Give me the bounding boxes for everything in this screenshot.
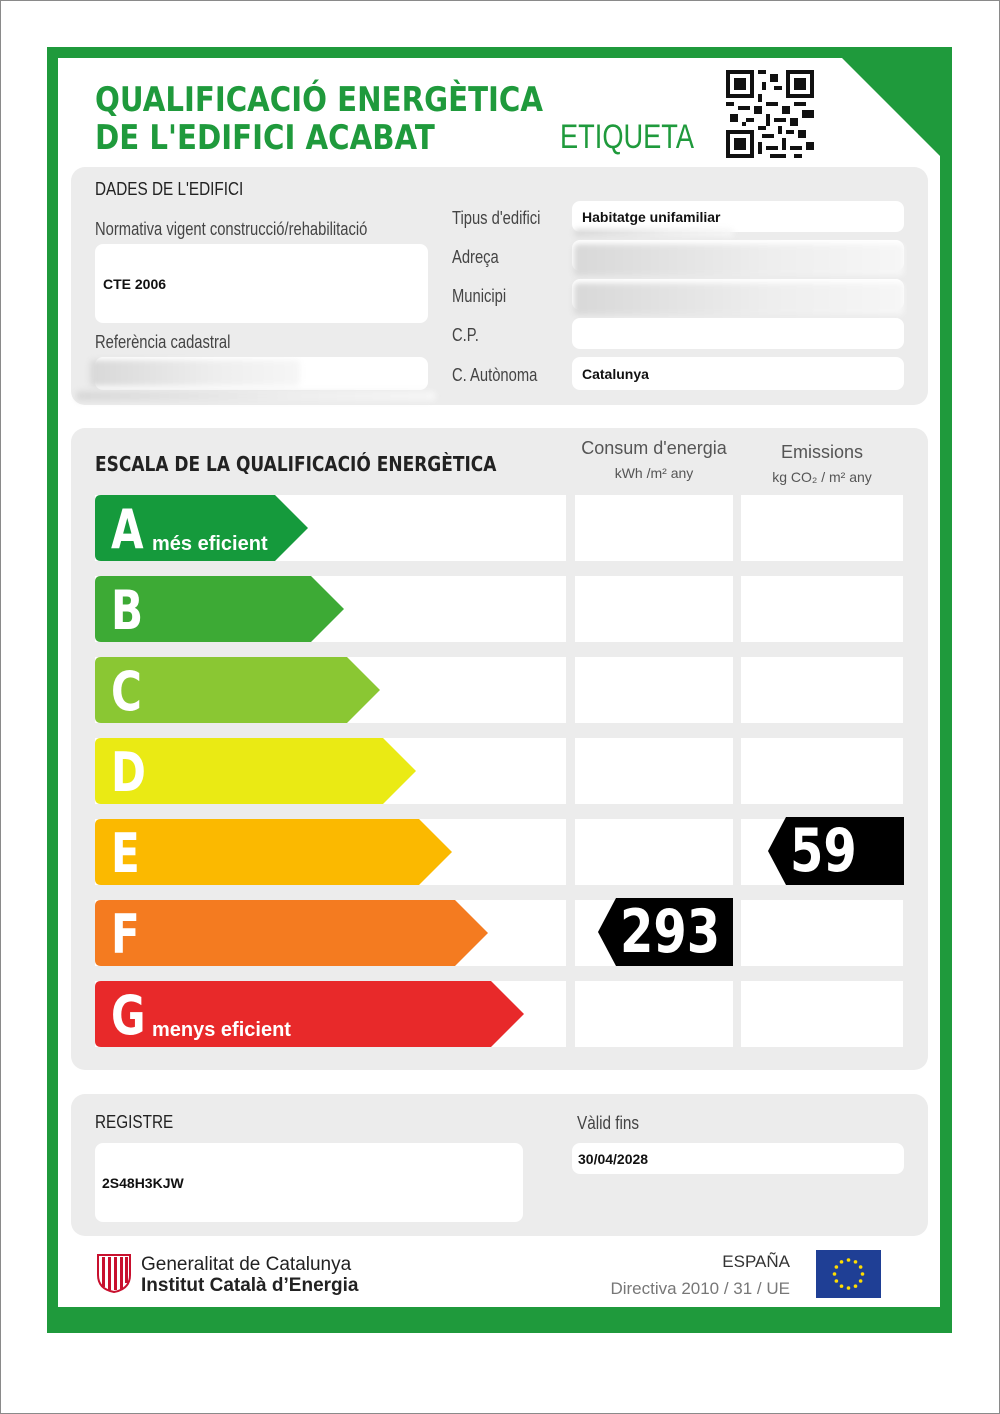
class-arrow-f	[95, 900, 488, 966]
valid-until-value: 30/04/2028	[578, 1151, 649, 1167]
eu-star	[861, 1272, 865, 1276]
eu-star	[833, 1272, 837, 1276]
valid-until-label: Vàlid fins	[577, 1113, 640, 1133]
emissions-cell	[741, 738, 903, 804]
label-etiqueta: ETIQUETA	[560, 118, 694, 156]
emissions-unit: kg CO₂ / m² any	[772, 469, 872, 485]
emissions-cell	[741, 900, 903, 966]
class-letter: C	[111, 660, 142, 723]
eu-star	[835, 1279, 839, 1283]
consumption-unit: kWh /m² any	[614, 465, 694, 481]
eu-flag-icon	[816, 1250, 881, 1298]
title-line-2: DE L'EDIFICI ACABAT	[95, 118, 435, 158]
building-type-label: Tipus d'edifici	[452, 208, 541, 228]
cadastral-label: Referència cadastral	[95, 332, 231, 352]
generalitat-logo-icon	[96, 1253, 132, 1293]
class-letter: G	[111, 984, 146, 1047]
emissions-cell	[741, 657, 903, 723]
corner-fold	[831, 47, 952, 168]
consumption-cell	[575, 657, 733, 723]
emissions-cell	[741, 981, 903, 1047]
class-sublabel: menys eficient	[152, 1019, 291, 1041]
building-type-redacted	[574, 229, 734, 237]
consumption-cell	[575, 738, 733, 804]
org-line-2: Institut Català d’Energia	[141, 1275, 359, 1296]
cadastral-redacted-bottom	[76, 391, 436, 401]
directive-label: Directiva 2010 / 31 / UE	[610, 1279, 790, 1298]
building-type-value: Habitatge unifamiliar	[582, 209, 721, 225]
eu-star	[859, 1279, 863, 1283]
municipality-redacted	[574, 283, 904, 315]
emissions-header: Emissions	[780, 442, 864, 462]
title-line-1: QUALIFICACIÓ ENERGÈTICA	[95, 80, 543, 120]
consumption-cell	[575, 495, 733, 561]
consumption-value: 293	[620, 897, 721, 967]
eu-star	[835, 1265, 839, 1269]
registry-value: 2S48H3KJW	[102, 1175, 184, 1191]
class-letter: F	[111, 903, 140, 966]
region-value: Catalunya	[582, 366, 649, 382]
class-letter: A	[111, 498, 144, 561]
eu-star	[854, 1260, 858, 1264]
class-sublabel: més eficient	[152, 533, 268, 555]
eu-star	[840, 1260, 844, 1264]
regulation-label: Normativa vigent construcció/rehabilitació	[95, 219, 368, 239]
class-arrow-e	[95, 819, 452, 885]
postcode-field	[572, 318, 904, 349]
postcode-label: C.P.	[452, 325, 479, 345]
address-redacted	[574, 244, 904, 276]
emissions-cell	[741, 576, 903, 642]
address-label: Adreça	[452, 247, 499, 267]
building-section-title: DADES DE L'EDIFICI	[95, 179, 244, 199]
eu-star	[859, 1265, 863, 1269]
cadastral-redacted	[90, 360, 300, 386]
regulation-value: CTE 2006	[103, 276, 167, 292]
consumption-cell	[575, 981, 733, 1047]
class-letter: D	[111, 741, 146, 804]
qr-code-icon	[726, 70, 814, 158]
eu-star	[840, 1284, 844, 1288]
municipality-label: Municipi	[452, 286, 507, 306]
consumption-cell	[575, 576, 733, 642]
org-line-1: Generalitat de Catalunya	[141, 1254, 352, 1275]
emissions-cell	[741, 495, 903, 561]
region-label: C. Autònoma	[452, 365, 538, 385]
consumption-header: Consum d'energia	[581, 438, 727, 458]
eu-star	[847, 1258, 851, 1262]
scale-title: ESCALA DE LA QUALIFICACIÓ ENERGÈTICA	[95, 452, 497, 476]
country-label: ESPAÑA	[722, 1252, 790, 1271]
class-letter: B	[111, 579, 144, 642]
registry-label: REGISTRE	[95, 1112, 174, 1132]
consumption-cell	[575, 819, 733, 885]
emissions-value: 59	[790, 816, 857, 886]
class-letter: E	[111, 822, 140, 885]
eu-star	[847, 1286, 851, 1290]
eu-star	[854, 1284, 858, 1288]
